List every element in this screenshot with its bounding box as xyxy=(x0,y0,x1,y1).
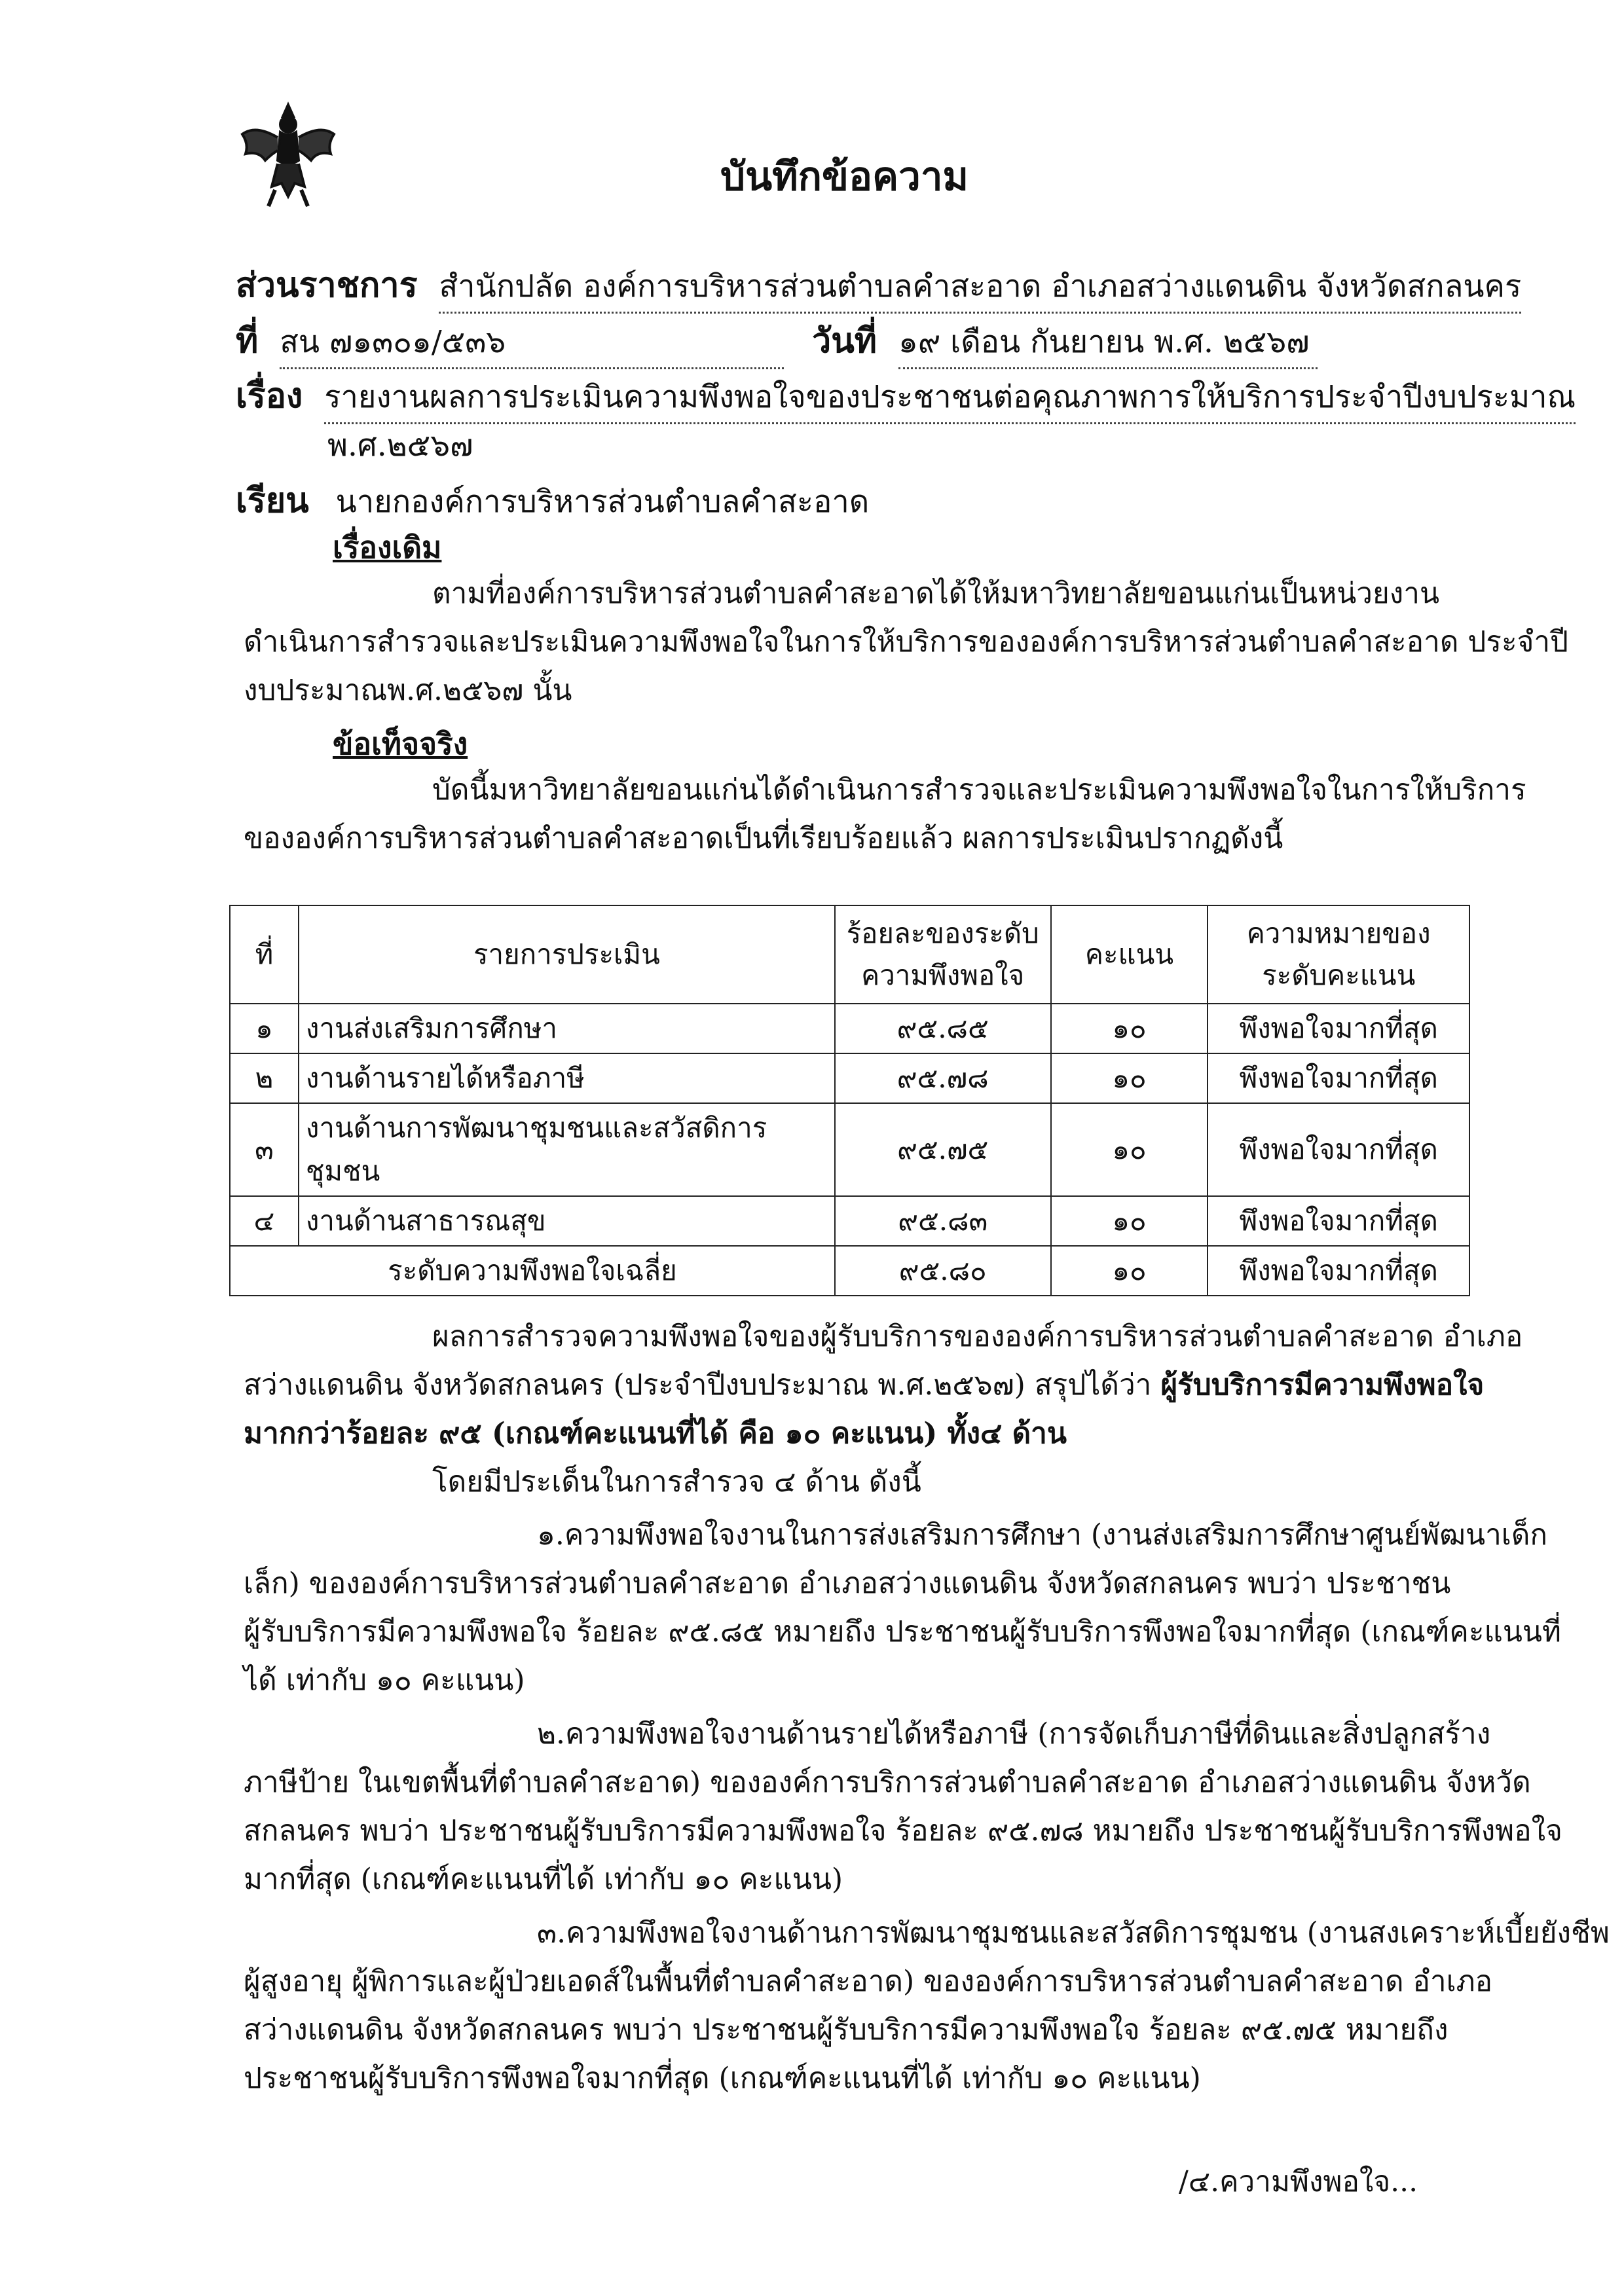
point-1-line-3: ผู้รับบริการมีความพึงพอใจ ร้อยละ ๙๕.๘๕ หมายถึง ประชาชนผู้รับบริการพึงพอใจมากที่สุด (เกณฑ์คะแนนที่ xyxy=(244,1615,1562,1649)
row-item: งานด้านการพัฒนาชุมชนและสวัสดิการชุมชน xyxy=(299,1103,835,1196)
row-score: ๑๐ xyxy=(1051,1004,1208,1053)
summary-intro: โดยมีประเด็นในการสำรวจ ๔ ด้าน ดังนี้ xyxy=(432,1465,921,1499)
header-meaning xyxy=(1208,905,1469,1004)
summary-line-3: มากกว่าร้อยละ ๙๕ (เกณฑ์คะแนนที่ได้ คือ ๑๐ คะแนน) ทั้ง๔ ด้าน xyxy=(244,1417,1067,1450)
table-row xyxy=(230,1196,1469,1246)
subject-line-2: พ.ศ.๒๕๖๗ xyxy=(327,428,473,464)
row-item: งานด้านสาธารณสุข xyxy=(299,1196,835,1246)
row-score: ๑๐ xyxy=(1051,1196,1208,1246)
average-meaning: พึงพอใจมากที่สุด xyxy=(1208,1246,1469,1296)
facts-line-2: ขององค์การบริหารส่วนตำบลคำสะอาดเป็นที่เรียบร้อยแล้ว ผลการประเมินปรากฏดังนี้ xyxy=(244,822,1283,855)
point-2-line-2: ภาษีป้าย ในเขตพื้นที่ตำบลคำสะอาด) ขององค์การบริการส่วนตำบลคำสะอาด อำเภอสว่างแดนดิน จังหวัด xyxy=(244,1766,1531,1799)
agency-value: สำนักปลัด องค์การบริหารส่วนตำบลคำสะอาด อำเภอสว่างแดนดิน จังหวัดสกลนคร xyxy=(439,261,1521,314)
row-percent: ๙๕.๗๕ xyxy=(835,1103,1051,1196)
point-3-line-4: ประชาชนผู้รับบริการพึงพอใจมากที่สุด (เกณฑ์คะแนนที่ได้ เท่ากับ ๑๐ คะแนน) xyxy=(244,2062,1201,2095)
header-score: คะแนน xyxy=(1051,905,1208,1004)
row-meaning: พึงพอใจมากที่สุด xyxy=(1208,1103,1469,1196)
point-3-line-3: สว่างแดนดิน จังหวัดสกลนคร พบว่า ประชาชนผู้รับบริการมีความพึงพอใจ ร้อยละ ๙๕.๗๕ หมายถึง xyxy=(244,2013,1449,2047)
row-no: ๒ xyxy=(230,1053,299,1103)
reference-value: สน ๗๑๓๐๑/๕๓๖ xyxy=(280,317,784,369)
memo-title: บันทึกข้อความ xyxy=(720,154,969,200)
background-line-3: งบประมาณพ.ศ.๒๕๖๗ นั้น xyxy=(244,674,572,707)
average-score: ๑๐ xyxy=(1051,1246,1208,1296)
subject-line-1: รายงานผลการประเมินความพึงพอใจของประชาชนต่อคุณภาพการให้บริการประจำปีงบประมาณ xyxy=(324,372,1576,424)
point-3-line-2: ผู้สูงอายุ ผู้พิการและผู้ป่วยเอดส์ในพื้นที่ตำบลคำสะอาด) ขององค์การบริหารส่วนตำบลคำสะอาด อำเภอ xyxy=(244,1965,1493,1998)
point-1-line-4: ได้ เท่ากับ ๑๐ คะแนน) xyxy=(244,1664,525,1697)
row-percent: ๙๕.๘๓ xyxy=(835,1196,1051,1246)
header-meaning-line-2: ระดับคะแนน xyxy=(1262,959,1416,991)
point-2-line-3: สกลนคร พบว่า ประชาชนผู้รับบริการมีความพึงพอใจ ร้อยละ ๙๕.๗๘ หมายถึง ประชาชนผู้รับบริการพึงพอใจ xyxy=(244,1814,1562,1848)
agency-row xyxy=(236,257,1521,314)
row-meaning: พึงพอใจมากที่สุด xyxy=(1208,1004,1469,1053)
row-score: ๑๐ xyxy=(1051,1103,1208,1196)
row-item: งานส่งเสริมการศึกษา xyxy=(299,1004,835,1053)
agency-label: ส่วนราชการ xyxy=(236,265,418,305)
background-line-1: ตามที่องค์การบริหารส่วนตำบลคำสะอาดได้ให้มหาวิทยาลัยขอนแก่นเป็นหน่วยงาน xyxy=(432,577,1440,610)
reference-label: ที่ xyxy=(236,321,259,361)
table-row xyxy=(230,1053,1469,1103)
background-heading: เรื่องเดิม xyxy=(333,530,442,565)
row-percent: ๙๕.๘๕ xyxy=(835,1004,1051,1053)
to-row xyxy=(236,473,869,527)
date-label: วันที่ xyxy=(812,321,877,361)
summary-line-2-bold: ผู้รับบริการมีความพึงพอใจ xyxy=(1160,1368,1485,1402)
row-meaning: พึงพอใจมากที่สุด xyxy=(1208,1053,1469,1103)
facts-line-1: บัดนี้มหาวิทยาลัยขอนแก่นได้ดำเนินการสำรวจและประเมินความพึงพอใจในการให้บริการ xyxy=(432,773,1526,807)
header-no: ที่ xyxy=(230,905,299,1004)
header-percent xyxy=(835,905,1051,1004)
table-header-row xyxy=(230,905,1469,1004)
row-meaning: พึงพอใจมากที่สุด xyxy=(1208,1196,1469,1246)
table-row xyxy=(230,1004,1469,1053)
garuda-emblem-icon xyxy=(236,98,341,210)
row-score: ๑๐ xyxy=(1051,1053,1208,1103)
row-no: ๓ xyxy=(230,1103,299,1196)
summary-line-2 xyxy=(244,1361,1484,1410)
header-item: รายการประเมิน xyxy=(299,905,835,1004)
header-percent-line-1: ร้อยละของระดับ xyxy=(846,917,1039,949)
row-no: ๔ xyxy=(230,1196,299,1246)
average-percent: ๙๕.๘๐ xyxy=(835,1246,1051,1296)
subject-row xyxy=(236,368,1576,424)
average-label: ระดับความพึงพอใจเฉลี่ย xyxy=(230,1246,835,1296)
point-1-line-1: ๑.ความพึงพอใจงานในการส่งเสริมการศึกษา (งานส่งเสริมการศึกษาศูนย์พัฒนาเด็ก xyxy=(537,1518,1548,1552)
evaluation-table xyxy=(229,905,1470,1296)
date-row xyxy=(812,313,1318,369)
summary-line-2-text: สว่างแดนดิน จังหวัดสกลนคร (ประจำปีงบประมาณ พ.ศ.๒๕๖๗) สรุปได้ว่า xyxy=(244,1368,1161,1402)
to-label: เรียน xyxy=(236,481,309,520)
summary-line-1: ผลการสำรวจความพึงพอใจของผู้รับบริการขององค์การบริหารส่วนตำบลคำสะอาด อำเภอ xyxy=(432,1320,1523,1353)
continuation-note: /๔.ความพึงพอใจ... xyxy=(1179,2165,1418,2198)
point-1-line-2: เล็ก) ขององค์การบริหารส่วนตำบลคำสะอาด อำเภอสว่างแดนดิน จังหวัดสกลนคร พบว่า ประชาชน xyxy=(244,1567,1451,1600)
to-value: นายกองค์การบริหารส่วนตำบลคำสะอาด xyxy=(335,484,870,520)
date-value: ๑๙ เดือน กันยายน พ.ศ. ๒๕๖๗ xyxy=(898,317,1318,369)
header-meaning-line-1: ความหมายของ xyxy=(1246,917,1431,949)
point-2-line-4: มากที่สุด (เกณฑ์คะแนนที่ได้ เท่ากับ ๑๐ คะแนน) xyxy=(244,1863,843,1896)
facts-heading: ข้อเท็จจริง xyxy=(333,726,468,761)
row-percent: ๙๕.๗๘ xyxy=(835,1053,1051,1103)
reference-row xyxy=(236,313,784,369)
table-average-row xyxy=(230,1246,1469,1296)
row-no: ๑ xyxy=(230,1004,299,1053)
background-line-2: ดำเนินการสำรวจและประเมินความพึงพอใจในการให้บริการขององค์การบริหารส่วนตำบลคำสะอาด ประจำปี xyxy=(244,625,1568,659)
table-row xyxy=(230,1103,1469,1196)
point-2-line-1: ๒.ความพึงพอใจงานด้านรายได้หรือภาษี (การจัดเก็บภาษีที่ดินและสิ่งปลูกสร้าง xyxy=(537,1717,1491,1751)
header-percent-line-2: ความพึงพอใจ xyxy=(861,959,1025,991)
row-item: งานด้านรายได้หรือภาษี xyxy=(299,1053,835,1103)
point-3-line-1: ๓.ความพึงพอใจงานด้านการพัฒนาชุมชนและสวัสดิการชุมชน (งานสงเคราะห์เบี้ยยังชีพ xyxy=(537,1916,1610,1950)
subject-label: เรื่อง xyxy=(236,376,303,416)
